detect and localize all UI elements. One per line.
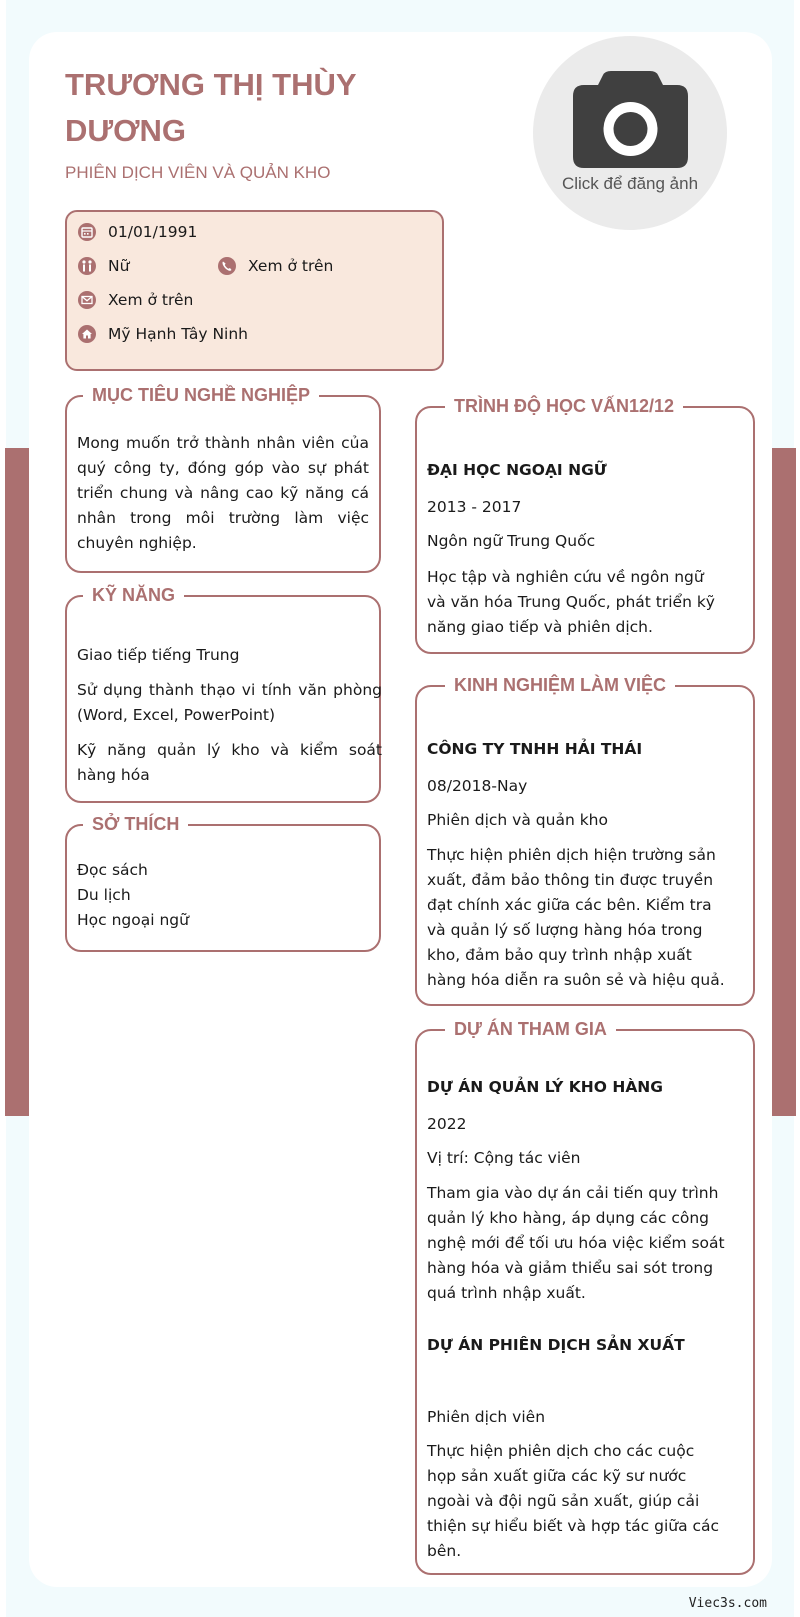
phone-value: Xem ở trên	[248, 257, 334, 275]
objective-text: Mong muốn trở thành nhân viên của quý công ty, đóng góp vào sự phát triển chung và nâng cao kỹ năng cá nhân trong môi trường làm việc chuyên nghiệp.	[77, 434, 369, 552]
education-title: TRÌNH ĐỘ HỌC VẤN12/12	[445, 394, 683, 418]
experience-description: Thực hiện phiên dịch hiện trường sản xuất, đảm bảo thông tin được truyền đạt chính xác giữa các bên. Kiểm tra và quản lý số lượng hàng hóa trong kho, đảm bảo quy trình nhập xuất hàng hóa diễn ra suôn sẻ và hiệu quả.	[427, 846, 725, 989]
hobby-item: Học ngoại ngữ	[77, 911, 189, 929]
envelope-icon	[77, 290, 97, 310]
project-year: 2022	[427, 1115, 467, 1133]
projects-title: DỰ ÁN THAM GIA	[445, 1017, 616, 1041]
education-period: 2013 - 2017	[427, 498, 522, 516]
hobbies-title: SỞ THÍCH	[83, 812, 188, 836]
phone-row	[217, 256, 333, 276]
hobbies-section	[65, 814, 381, 952]
education-description: Học tập và nghiên cứu về ngôn ngữ và văn hóa Trung Quốc, phát triển kỹ năng giao tiếp và phiên dịch.	[427, 568, 715, 636]
objective-title: MỤC TIÊU NGHỀ NGHIỆP	[83, 383, 319, 407]
hobbies-list	[77, 858, 367, 933]
objective-section	[65, 385, 381, 573]
phone-icon	[217, 256, 237, 276]
gender-row	[77, 256, 129, 276]
project-description: Tham gia vào dự án cải tiến quy trình quản lý kho hàng, áp dụng các công nghệ mới để tối ưu hóa việc kiểm soát hàng hóa và giảm thiểu sai sót trong quá trình nhập xuất.	[427, 1184, 725, 1302]
education-school: ĐẠI HỌC NGOẠI NGỮ	[427, 461, 607, 479]
email-value: Xem ở trên	[108, 291, 194, 309]
photo-upload[interactable]	[533, 36, 727, 230]
skill-item: Kỹ năng quản lý kho và kiểm soát hàng hóa	[77, 741, 382, 784]
birthday-value: 01/01/1991	[108, 223, 198, 241]
left-accent-bar	[5, 448, 29, 1116]
right-accent-bar	[772, 448, 796, 1116]
email-row	[77, 290, 193, 310]
skill-item: Sử dụng thành thạo vi tính văn phòng (Word, Excel, PowerPoint)	[77, 681, 382, 724]
experience-period: 08/2018-Nay	[427, 777, 528, 795]
gender-icon	[77, 256, 97, 276]
project-name: DỰ ÁN PHIÊN DỊCH SẢN XUẤT	[427, 1336, 685, 1354]
experience-section	[415, 675, 755, 1006]
job-title: PHIÊN DỊCH VIÊN VÀ QUẢN KHO	[65, 163, 331, 182]
experience-title: KINH NGHIỆM LÀM VIỆC	[445, 673, 675, 697]
candidate-name: TRƯƠNG THỊ THÙY DƯƠNG	[65, 67, 356, 148]
skill-item: Giao tiếp tiếng Trung	[77, 646, 240, 664]
skills-title: KỸ NĂNG	[83, 583, 184, 607]
birthday-row	[77, 222, 197, 242]
hobby-item: Du lịch	[77, 886, 131, 904]
address-row	[77, 324, 248, 344]
calendar-icon	[77, 222, 97, 242]
gender-value: Nữ	[108, 257, 130, 275]
education-major: Ngôn ngữ Trung Quốc	[427, 532, 596, 550]
hobby-item: Đọc sách	[77, 861, 148, 879]
camera-icon	[573, 71, 688, 168]
skills-section	[65, 585, 382, 803]
project-description: Thực hiện phiên dịch cho các cuộc họp sản xuất giữa các kỹ sư nước ngoài và đội ngũ sản xuất, giúp cải thiện sự hiểu biết và hợp tác giữa các bên.	[427, 1442, 720, 1560]
project-role: Vị trí: Cộng tác viên	[427, 1149, 581, 1167]
address-value: Mỹ Hạnh Tây Ninh	[108, 325, 249, 343]
project-name: DỰ ÁN QUẢN LÝ KHO HÀNG	[427, 1078, 664, 1096]
skills-list	[77, 643, 382, 788]
contact-info-box	[65, 210, 444, 371]
experience-company: CÔNG TY TNHH HẢI THÁI	[427, 740, 643, 758]
footer-brand[interactable]: Viec3s.com	[688, 1596, 767, 1611]
photo-upload-label: Click để đăng ảnh	[561, 174, 699, 193]
home-icon	[77, 324, 97, 344]
education-section	[415, 396, 755, 654]
projects-section	[415, 1019, 755, 1575]
project-role: Phiên dịch viên	[427, 1408, 546, 1426]
experience-position: Phiên dịch và quản kho	[427, 811, 608, 829]
